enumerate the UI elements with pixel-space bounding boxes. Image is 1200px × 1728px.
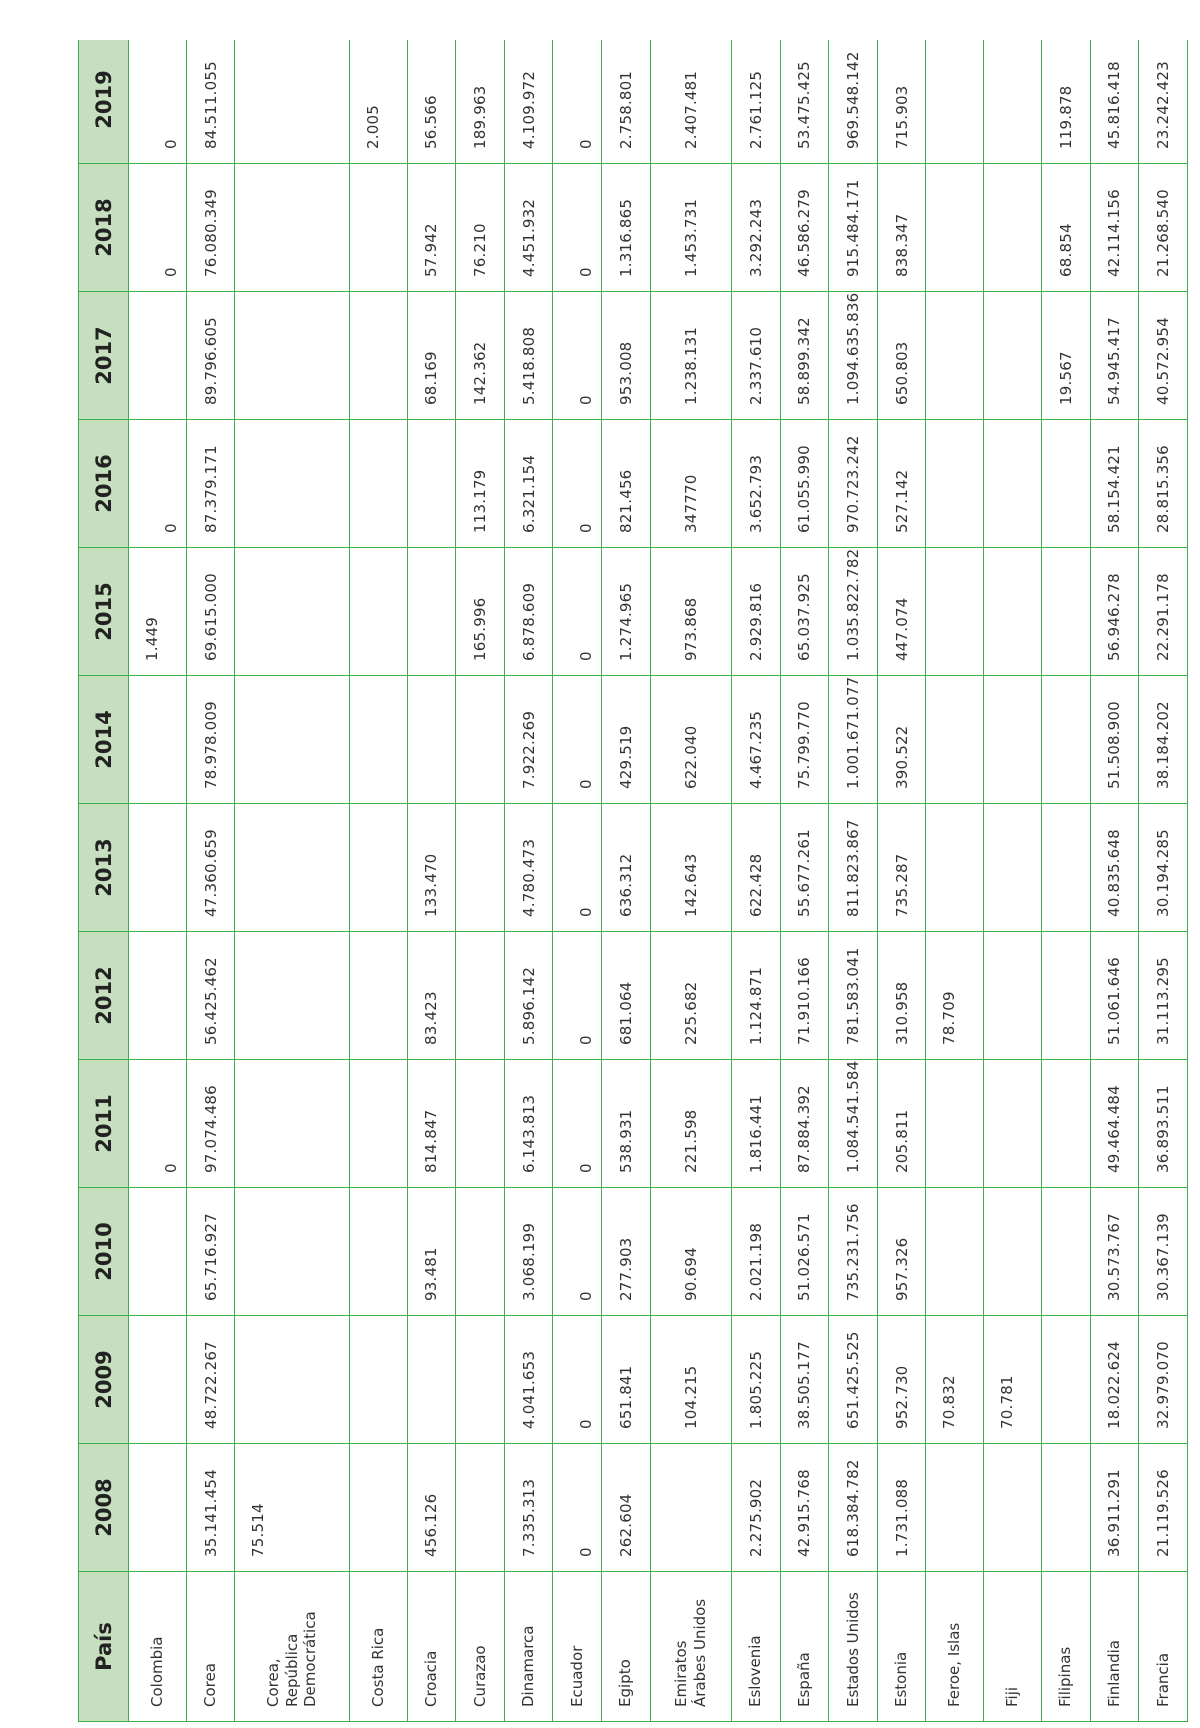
value-cell: 6.878.609 <box>504 548 553 676</box>
value-cell: 119.878 <box>1042 40 1091 164</box>
value-cell <box>926 804 984 932</box>
value-cell: 87.884.392 <box>780 1060 829 1188</box>
value-cell: 2.407.481 <box>650 40 731 164</box>
value-cell: 21.119.526 <box>1139 1444 1188 1572</box>
value-cell <box>984 1188 1042 1316</box>
value-cell <box>984 164 1042 292</box>
value-cell: 78.978.009 <box>186 676 235 804</box>
country-cell: Filipinas <box>1042 1572 1091 1722</box>
value-cell: 36.893.511 <box>1139 1060 1188 1188</box>
value-cell: 2.275.902 <box>732 1444 781 1572</box>
country-cell: Francia <box>1139 1572 1188 1722</box>
value-cell: 53.475.425 <box>780 40 829 164</box>
value-cell: 622.040 <box>650 676 731 804</box>
country-cell: Feroe, Islas <box>926 1572 984 1722</box>
table-row <box>235 40 349 1722</box>
value-cell: 0 <box>129 40 187 164</box>
value-cell: 38.184.202 <box>1139 676 1188 804</box>
value-cell: 0 <box>553 40 602 164</box>
value-cell: 104.215 <box>650 1316 731 1444</box>
value-cell: 165.996 <box>456 548 505 676</box>
column-header-year: 2014 <box>79 676 129 804</box>
value-cell <box>1042 1316 1091 1444</box>
value-cell <box>984 932 1042 1060</box>
value-cell <box>235 804 349 932</box>
value-cell <box>349 676 407 804</box>
value-cell: 35.141.454 <box>186 1444 235 1572</box>
table-header-row <box>79 40 129 1722</box>
value-cell: 69.615.000 <box>186 548 235 676</box>
country-cell: Curazao <box>456 1572 505 1722</box>
value-cell: 651.841 <box>601 1316 650 1444</box>
value-cell: 6.143.813 <box>504 1060 553 1188</box>
value-cell: 969.548.142 <box>829 40 878 164</box>
value-cell: 0 <box>553 804 602 932</box>
value-cell: 2.761.125 <box>732 40 781 164</box>
value-cell: 0 <box>553 292 602 420</box>
value-cell: 447.074 <box>877 548 926 676</box>
table-row <box>829 40 878 1722</box>
column-header-year: 2019 <box>79 40 129 164</box>
value-cell: 622.428 <box>732 804 781 932</box>
value-cell <box>235 676 349 804</box>
value-cell: 38.505.177 <box>780 1316 829 1444</box>
value-cell: 262.604 <box>601 1444 650 1572</box>
value-cell <box>456 1444 505 1572</box>
value-cell: 40.835.648 <box>1090 804 1139 932</box>
value-cell: 5.418.808 <box>504 292 553 420</box>
value-cell <box>129 932 187 1060</box>
value-cell: 715.903 <box>877 40 926 164</box>
value-cell: 957.326 <box>877 1188 926 1316</box>
exports-by-country-table <box>78 40 1188 1722</box>
table-row <box>780 40 829 1722</box>
value-cell: 45.816.418 <box>1090 40 1139 164</box>
value-cell <box>349 164 407 292</box>
value-cell: 1.001.671.077 <box>829 676 878 804</box>
value-cell <box>926 1444 984 1572</box>
value-cell: 30.194.285 <box>1139 804 1188 932</box>
value-cell: 83.423 <box>407 932 456 1060</box>
value-cell: 90.694 <box>650 1188 731 1316</box>
value-cell: 51.508.900 <box>1090 676 1139 804</box>
value-cell: 811.823.867 <box>829 804 878 932</box>
value-cell <box>1042 1060 1091 1188</box>
value-cell <box>1042 1188 1091 1316</box>
table-row <box>650 40 731 1722</box>
value-cell <box>349 1444 407 1572</box>
value-cell: 2.337.610 <box>732 292 781 420</box>
value-cell: 70.781 <box>984 1316 1042 1444</box>
value-cell: 0 <box>553 1444 602 1572</box>
value-cell: 4.467.235 <box>732 676 781 804</box>
value-cell: 4.109.972 <box>504 40 553 164</box>
value-cell: 47.360.659 <box>186 804 235 932</box>
value-cell: 0 <box>553 164 602 292</box>
value-cell: 618.384.782 <box>829 1444 878 1572</box>
value-cell: 0 <box>553 1188 602 1316</box>
value-cell <box>984 1444 1042 1572</box>
value-cell: 58.899.342 <box>780 292 829 420</box>
value-cell: 61.055.990 <box>780 420 829 548</box>
value-cell: 915.484.171 <box>829 164 878 292</box>
value-cell: 0 <box>553 548 602 676</box>
value-cell: 0 <box>129 164 187 292</box>
value-cell: 0 <box>553 1316 602 1444</box>
value-cell <box>984 420 1042 548</box>
column-header-year: 2013 <box>79 804 129 932</box>
value-cell <box>349 292 407 420</box>
country-cell: Finlandia <box>1090 1572 1139 1722</box>
value-cell: 30.367.139 <box>1139 1188 1188 1316</box>
value-cell: 51.026.571 <box>780 1188 829 1316</box>
value-cell: 58.154.421 <box>1090 420 1139 548</box>
value-cell: 1.805.225 <box>732 1316 781 1444</box>
value-cell: 7.335.313 <box>504 1444 553 1572</box>
value-cell <box>349 1316 407 1444</box>
value-cell: 56.566 <box>407 40 456 164</box>
value-cell <box>129 804 187 932</box>
value-cell: 735.231.756 <box>829 1188 878 1316</box>
table-body <box>129 40 1188 1722</box>
column-header-year: 2017 <box>79 292 129 420</box>
column-header-year: 2011 <box>79 1060 129 1188</box>
value-cell <box>926 1188 984 1316</box>
value-cell: 1.316.865 <box>601 164 650 292</box>
value-cell: 6.321.154 <box>504 420 553 548</box>
value-cell <box>1042 548 1091 676</box>
value-cell: 225.682 <box>650 932 731 1060</box>
country-cell: Colombia <box>129 1572 187 1722</box>
table-row <box>349 40 407 1722</box>
value-cell <box>129 1444 187 1572</box>
value-cell: 46.586.279 <box>780 164 829 292</box>
value-cell: 538.931 <box>601 1060 650 1188</box>
value-cell: 0 <box>129 420 187 548</box>
value-cell: 310.958 <box>877 932 926 1060</box>
value-cell: 49.464.484 <box>1090 1060 1139 1188</box>
table-row <box>456 40 505 1722</box>
value-cell <box>235 1316 349 1444</box>
value-cell <box>349 420 407 548</box>
value-cell: 23.242.423 <box>1139 40 1188 164</box>
value-cell: 51.061.646 <box>1090 932 1139 1060</box>
value-cell: 0 <box>129 1060 187 1188</box>
table-container <box>78 40 1188 1722</box>
column-header-year: 2016 <box>79 420 129 548</box>
value-cell: 973.868 <box>650 548 731 676</box>
value-cell: 36.911.291 <box>1090 1444 1139 1572</box>
value-cell: 54.945.417 <box>1090 292 1139 420</box>
country-cell: Dinamarca <box>504 1572 553 1722</box>
value-cell: 3.652.793 <box>732 420 781 548</box>
table-row <box>1042 40 1091 1722</box>
table-row <box>601 40 650 1722</box>
column-header-year: 2012 <box>79 932 129 1060</box>
value-cell: 18.022.624 <box>1090 1316 1139 1444</box>
country-cell: Costa Rica <box>349 1572 407 1722</box>
column-header-year: 2009 <box>79 1316 129 1444</box>
value-cell: 42.114.156 <box>1090 164 1139 292</box>
value-cell: 1.035.822.782 <box>829 548 878 676</box>
value-cell: 4.780.473 <box>504 804 553 932</box>
column-header-country: País <box>79 1572 129 1722</box>
value-cell <box>235 1060 349 1188</box>
value-cell <box>1042 676 1091 804</box>
value-cell <box>349 932 407 1060</box>
value-cell: 0 <box>553 1060 602 1188</box>
value-cell: 0 <box>553 676 602 804</box>
value-cell: 347770 <box>650 420 731 548</box>
value-cell: 221.598 <box>650 1060 731 1188</box>
value-cell: 3.292.243 <box>732 164 781 292</box>
value-cell: 2.758.801 <box>601 40 650 164</box>
value-cell <box>129 1316 187 1444</box>
value-cell <box>407 1316 456 1444</box>
value-cell: 2.021.198 <box>732 1188 781 1316</box>
column-header-year: 2018 <box>79 164 129 292</box>
value-cell: 1.449 <box>129 548 187 676</box>
value-cell: 142.362 <box>456 292 505 420</box>
column-header-year: 2015 <box>79 548 129 676</box>
value-cell: 40.572.954 <box>1139 292 1188 420</box>
value-cell: 71.910.166 <box>780 932 829 1060</box>
value-cell: 42.915.768 <box>780 1444 829 1572</box>
value-cell <box>984 804 1042 932</box>
value-cell: 527.142 <box>877 420 926 548</box>
country-cell: Fiji <box>984 1572 1042 1722</box>
value-cell <box>129 1188 187 1316</box>
value-cell <box>349 1188 407 1316</box>
value-cell <box>984 1060 1042 1188</box>
country-cell: Egipto <box>601 1572 650 1722</box>
value-cell <box>984 40 1042 164</box>
value-cell: 55.677.261 <box>780 804 829 932</box>
value-cell <box>235 292 349 420</box>
country-cell: Ecuador <box>553 1572 602 1722</box>
value-cell: 76.210 <box>456 164 505 292</box>
value-cell: 651.425.525 <box>829 1316 878 1444</box>
value-cell: 7.922.269 <box>504 676 553 804</box>
value-cell: 57.942 <box>407 164 456 292</box>
value-cell: 97.074.486 <box>186 1060 235 1188</box>
value-cell: 5.896.142 <box>504 932 553 1060</box>
value-cell: 0 <box>553 420 602 548</box>
table-row <box>1090 40 1139 1722</box>
value-cell <box>926 164 984 292</box>
value-cell: 1.453.731 <box>650 164 731 292</box>
country-cell: Croacia <box>407 1572 456 1722</box>
value-cell: 2.929.816 <box>732 548 781 676</box>
value-cell: 30.573.767 <box>1090 1188 1139 1316</box>
country-cell: Corea <box>186 1572 235 1722</box>
value-cell: 814.847 <box>407 1060 456 1188</box>
value-cell: 75.514 <box>235 1444 349 1572</box>
value-cell: 93.481 <box>407 1188 456 1316</box>
value-cell <box>984 292 1042 420</box>
value-cell <box>235 932 349 1060</box>
value-cell: 65.037.925 <box>780 548 829 676</box>
value-cell: 76.080.349 <box>186 164 235 292</box>
value-cell: 205.811 <box>877 1060 926 1188</box>
value-cell <box>926 40 984 164</box>
value-cell <box>456 1060 505 1188</box>
value-cell: 89.796.605 <box>186 292 235 420</box>
value-cell: 1.816.441 <box>732 1060 781 1188</box>
table-row <box>732 40 781 1722</box>
country-cell: Eslovenia <box>732 1572 781 1722</box>
value-cell: 821.456 <box>601 420 650 548</box>
value-cell: 650.803 <box>877 292 926 420</box>
value-cell: 31.113.295 <box>1139 932 1188 1060</box>
table-row <box>407 40 456 1722</box>
table-row <box>877 40 926 1722</box>
value-cell: 1.731.088 <box>877 1444 926 1572</box>
value-cell: 636.312 <box>601 804 650 932</box>
value-cell: 4.451.932 <box>504 164 553 292</box>
value-cell <box>926 676 984 804</box>
value-cell <box>235 420 349 548</box>
value-cell: 952.730 <box>877 1316 926 1444</box>
value-cell <box>650 1444 731 1572</box>
value-cell: 70.832 <box>926 1316 984 1444</box>
value-cell <box>456 804 505 932</box>
value-cell: 68.169 <box>407 292 456 420</box>
country-cell: España <box>780 1572 829 1722</box>
value-cell <box>407 548 456 676</box>
table-row <box>1139 40 1188 1722</box>
value-cell <box>984 676 1042 804</box>
value-cell <box>1042 932 1091 1060</box>
value-cell: 21.268.540 <box>1139 164 1188 292</box>
value-cell: 838.347 <box>877 164 926 292</box>
page-rotator <box>78 40 1188 1722</box>
table-row <box>926 40 984 1722</box>
value-cell: 87.379.171 <box>186 420 235 548</box>
value-cell: 781.583.041 <box>829 932 878 1060</box>
value-cell: 142.643 <box>650 804 731 932</box>
value-cell: 189.963 <box>456 40 505 164</box>
table-row <box>129 40 187 1722</box>
value-cell <box>926 420 984 548</box>
value-cell: 4.041.653 <box>504 1316 553 1444</box>
country-cell: Emiratos Árabes Unidos <box>650 1572 731 1722</box>
value-cell: 68.854 <box>1042 164 1091 292</box>
value-cell <box>235 40 349 164</box>
value-cell: 75.799.770 <box>780 676 829 804</box>
value-cell <box>926 292 984 420</box>
value-cell: 456.126 <box>407 1444 456 1572</box>
value-cell <box>1042 804 1091 932</box>
country-cell: Estados Unidos <box>829 1572 878 1722</box>
value-cell <box>235 164 349 292</box>
value-cell <box>349 1060 407 1188</box>
country-cell: Corea, República Democrática <box>235 1572 349 1722</box>
value-cell: 56.425.462 <box>186 932 235 1060</box>
value-cell: 681.064 <box>601 932 650 1060</box>
value-cell <box>456 1188 505 1316</box>
column-header-year: 2008 <box>79 1444 129 1572</box>
value-cell: 113.179 <box>456 420 505 548</box>
value-cell <box>1042 1444 1091 1572</box>
value-cell: 133.470 <box>407 804 456 932</box>
value-cell: 1.084.541.584 <box>829 1060 878 1188</box>
value-cell <box>456 1316 505 1444</box>
value-cell: 19.567 <box>1042 292 1091 420</box>
country-cell: Estonia <box>877 1572 926 1722</box>
value-cell: 390.522 <box>877 676 926 804</box>
value-cell <box>129 676 187 804</box>
value-cell: 28.815.356 <box>1139 420 1188 548</box>
value-cell <box>456 932 505 1060</box>
value-cell: 735.287 <box>877 804 926 932</box>
value-cell <box>349 548 407 676</box>
table-row <box>553 40 602 1722</box>
value-cell: 1.238.131 <box>650 292 731 420</box>
value-cell: 48.722.267 <box>186 1316 235 1444</box>
column-header-year: 2010 <box>79 1188 129 1316</box>
value-cell <box>926 1060 984 1188</box>
value-cell: 429.519 <box>601 676 650 804</box>
value-cell: 1.094.635.836 <box>829 292 878 420</box>
value-cell: 84.511.055 <box>186 40 235 164</box>
value-cell <box>235 1188 349 1316</box>
value-cell: 1.124.871 <box>732 932 781 1060</box>
value-cell <box>349 804 407 932</box>
value-cell: 22.291.178 <box>1139 548 1188 676</box>
table-row <box>186 40 235 1722</box>
value-cell: 32.979.070 <box>1139 1316 1188 1444</box>
value-cell <box>1042 420 1091 548</box>
value-cell: 56.946.278 <box>1090 548 1139 676</box>
value-cell <box>407 420 456 548</box>
value-cell <box>456 676 505 804</box>
value-cell: 970.723.242 <box>829 420 878 548</box>
value-cell: 65.716.927 <box>186 1188 235 1316</box>
value-cell: 0 <box>553 932 602 1060</box>
value-cell <box>129 292 187 420</box>
value-cell <box>407 676 456 804</box>
value-cell <box>984 548 1042 676</box>
value-cell: 78.709 <box>926 932 984 1060</box>
table-row <box>504 40 553 1722</box>
value-cell: 1.274.965 <box>601 548 650 676</box>
value-cell: 2.005 <box>349 40 407 164</box>
value-cell <box>235 548 349 676</box>
value-cell: 277.903 <box>601 1188 650 1316</box>
value-cell: 3.068.199 <box>504 1188 553 1316</box>
value-cell: 953.008 <box>601 292 650 420</box>
table-row <box>984 40 1042 1722</box>
value-cell <box>926 548 984 676</box>
